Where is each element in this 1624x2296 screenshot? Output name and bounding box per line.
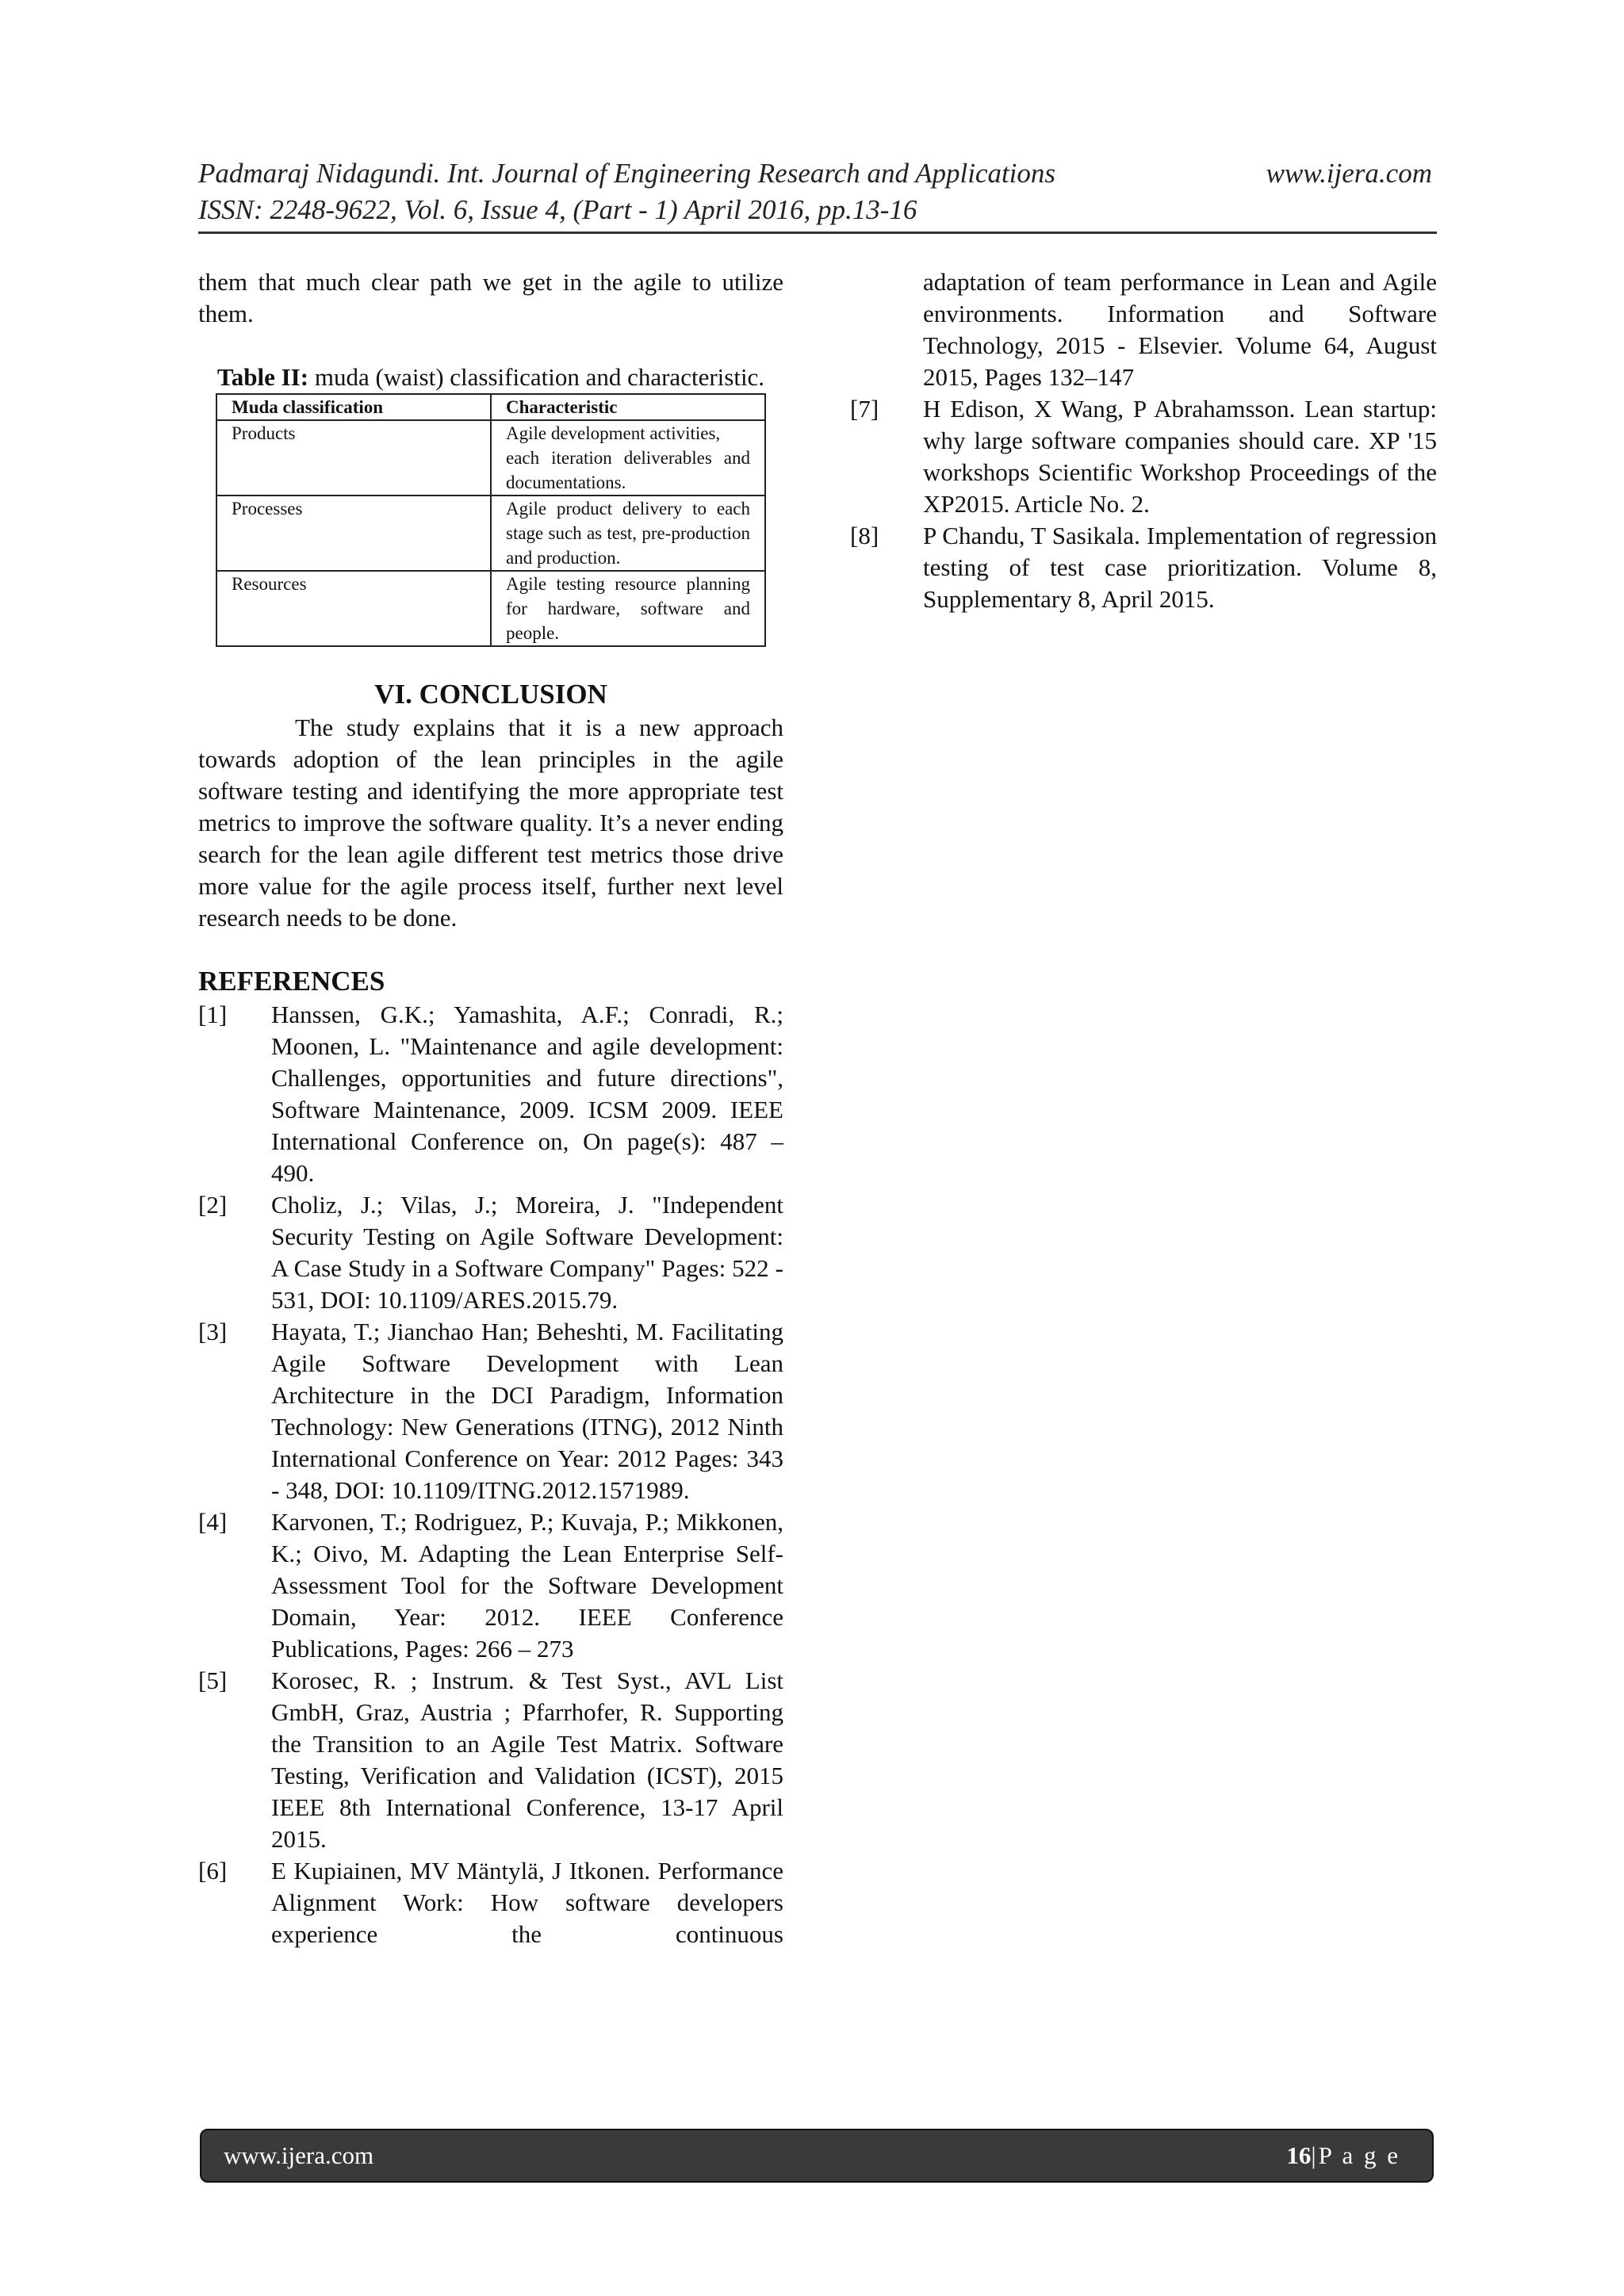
reference-text: Korosec, R. ; Instrum. & Test Syst., AVL List GmbH, Graz, Austria ; Pfarrhofer, R. Supporting the Transition to an Agile Test Matrix. Software Testing, Verification and Validation (ICST), 2015 IEEE 8th International Conference, 13-17 April 2015. (271, 1667, 783, 1853)
reference-text: E Kupiainen, MV Mäntylä, J Itkonen. Performance Alignment Work: How software developers experience the continuous (271, 1857, 783, 1948)
products-characteristic-extra: each iteration deliverables and documentations. (506, 448, 750, 492)
reference-item (198, 999, 783, 1189)
left-column (198, 266, 783, 1950)
reference-number: [7] (850, 395, 879, 423)
page-number-value: 16 (1286, 2141, 1312, 2169)
reference-text: Karvonen, T.; Rodriguez, P.; Kuvaja, P.; Mikkonen, K.; Oivo, M. Adapting the Lean Enterprise Self-Assessment Tool for the Software Development Domain, Year: 2012. IEEE Conference Publications, Pages: 266 – 273 (271, 1508, 783, 1663)
reference-item (198, 1316, 783, 1506)
references-heading: REFERENCES (198, 966, 385, 997)
reference-text: Hayata, T.; Jianchao Han; Beheshti, M. Facilitating Agile Software Development with Lean Architecture in the DCI Paradigm, Information Technology: New Generations (ITNG), 2012 Ninth International Conference on Year: 2012 Pages: 343 - 348, DOI: 10.1109/ITNG.2012.1571989. (271, 1318, 783, 1504)
footer-site-link[interactable]: www.ijera.com (224, 2141, 374, 2169)
conclusion-paragraph: The study explains that it is a new approach towards adoption of the lean principles in the agile software testing and identifying the more appropriate test metrics to improve the software quality. It’s a never ending search for the lean agile different test metrics those drive more value for the agile process itself, further next level research needs to be done. (198, 714, 783, 932)
right-column (850, 266, 1437, 615)
page-label: |P a g e (1311, 2141, 1400, 2169)
reference-number: [4] (198, 1508, 228, 1536)
table-cell-classification: Products (216, 420, 491, 496)
table-cell-characteristic (491, 420, 765, 496)
reference-number: [5] (198, 1667, 228, 1694)
reference-item (198, 1506, 783, 1665)
reference-item (198, 1665, 783, 1855)
table-header-row (216, 394, 765, 420)
reference-number: [3] (198, 1318, 228, 1345)
reference-item (198, 1189, 783, 1316)
reference-number: [6] (198, 1857, 228, 1885)
muda-table (216, 393, 766, 647)
table-cell-classification: Processes (216, 496, 491, 571)
reference-number: [1] (198, 1001, 228, 1028)
table-cell-characteristic: Agile testing resource planning for hardware, software and people. (491, 571, 765, 646)
intro-paragraph: them that much clear path we get in the agile to utilize them. (198, 268, 783, 327)
reference-item (198, 1855, 783, 1950)
table-row (216, 571, 765, 646)
header-divider (198, 232, 1437, 234)
reference-text: Choliz, J.; Vilas, J.; Moreira, J. "Independent Security Testing on Agile Software Development: A Case Study in a Software Company" Pages: 522 - 531, DOI: 10.1109/ARES.2015.79. (271, 1191, 783, 1314)
reference-item (850, 520, 1437, 615)
reference-item (850, 393, 1437, 520)
reference-text: H Edison, X Wang, P Abrahamsson. Lean startup: why large software companies should care. XP '15 workshops Scientific Workshop Proceedings of the XP2015. Article No. 2. (923, 395, 1437, 518)
issn-line: ISSN: 2248-9622, Vol. 6, Issue 4, (Part - 1) April 2016, pp.13-16 (198, 194, 917, 225)
reference-text: P Chandu, T Sasikala. Implementation of regression testing of test case prioritization. Volume 8, Supplementary 8, April 2015. (923, 522, 1437, 613)
table-caption-label: Table II: (216, 363, 309, 391)
reference-number: [2] (198, 1191, 228, 1219)
page-number (1286, 2140, 1400, 2172)
table-caption (198, 362, 783, 393)
table-row (216, 420, 765, 496)
page-footer (200, 2129, 1434, 2183)
table-row (216, 496, 765, 571)
reference-continuation (850, 266, 1437, 393)
journal-site[interactable]: www.ijera.com (1266, 158, 1432, 189)
running-header (198, 155, 1432, 228)
conclusion-heading: VI. CONCLUSION (374, 679, 607, 710)
reference-number: [8] (850, 522, 879, 549)
reference-text: Hanssen, G.K.; Yamashita, A.F.; Conradi, R.; Moonen, L. "Maintenance and agile development: Challenges, opportunities and future directions", Software Maintenance, 2009. ICSM 2009. IEEE International Conference on, On page(s): 487 – 490. (271, 1001, 783, 1187)
journal-citation: Padmaraj Nidagundi. Int. Journal of Engineering Research and Applications (198, 158, 1056, 189)
table-caption-text: muda (waist) classification and characteristic. (314, 363, 765, 391)
products-characteristic-line: Agile development activities, (506, 423, 721, 443)
table-header-characteristic: Characteristic (491, 394, 765, 420)
table-cell-classification: Resources (216, 571, 491, 646)
table-cell-characteristic: Agile product delivery to each stage such as test, pre-production and production. (491, 496, 765, 571)
reference-6-continuation: adaptation of team performance in Lean and Agile environments. Information and Software Technology, 2015 - Elsevier. Volume 64, August 2015, Pages 132–147 (923, 268, 1437, 391)
table-header-classification: Muda classification (216, 394, 491, 420)
